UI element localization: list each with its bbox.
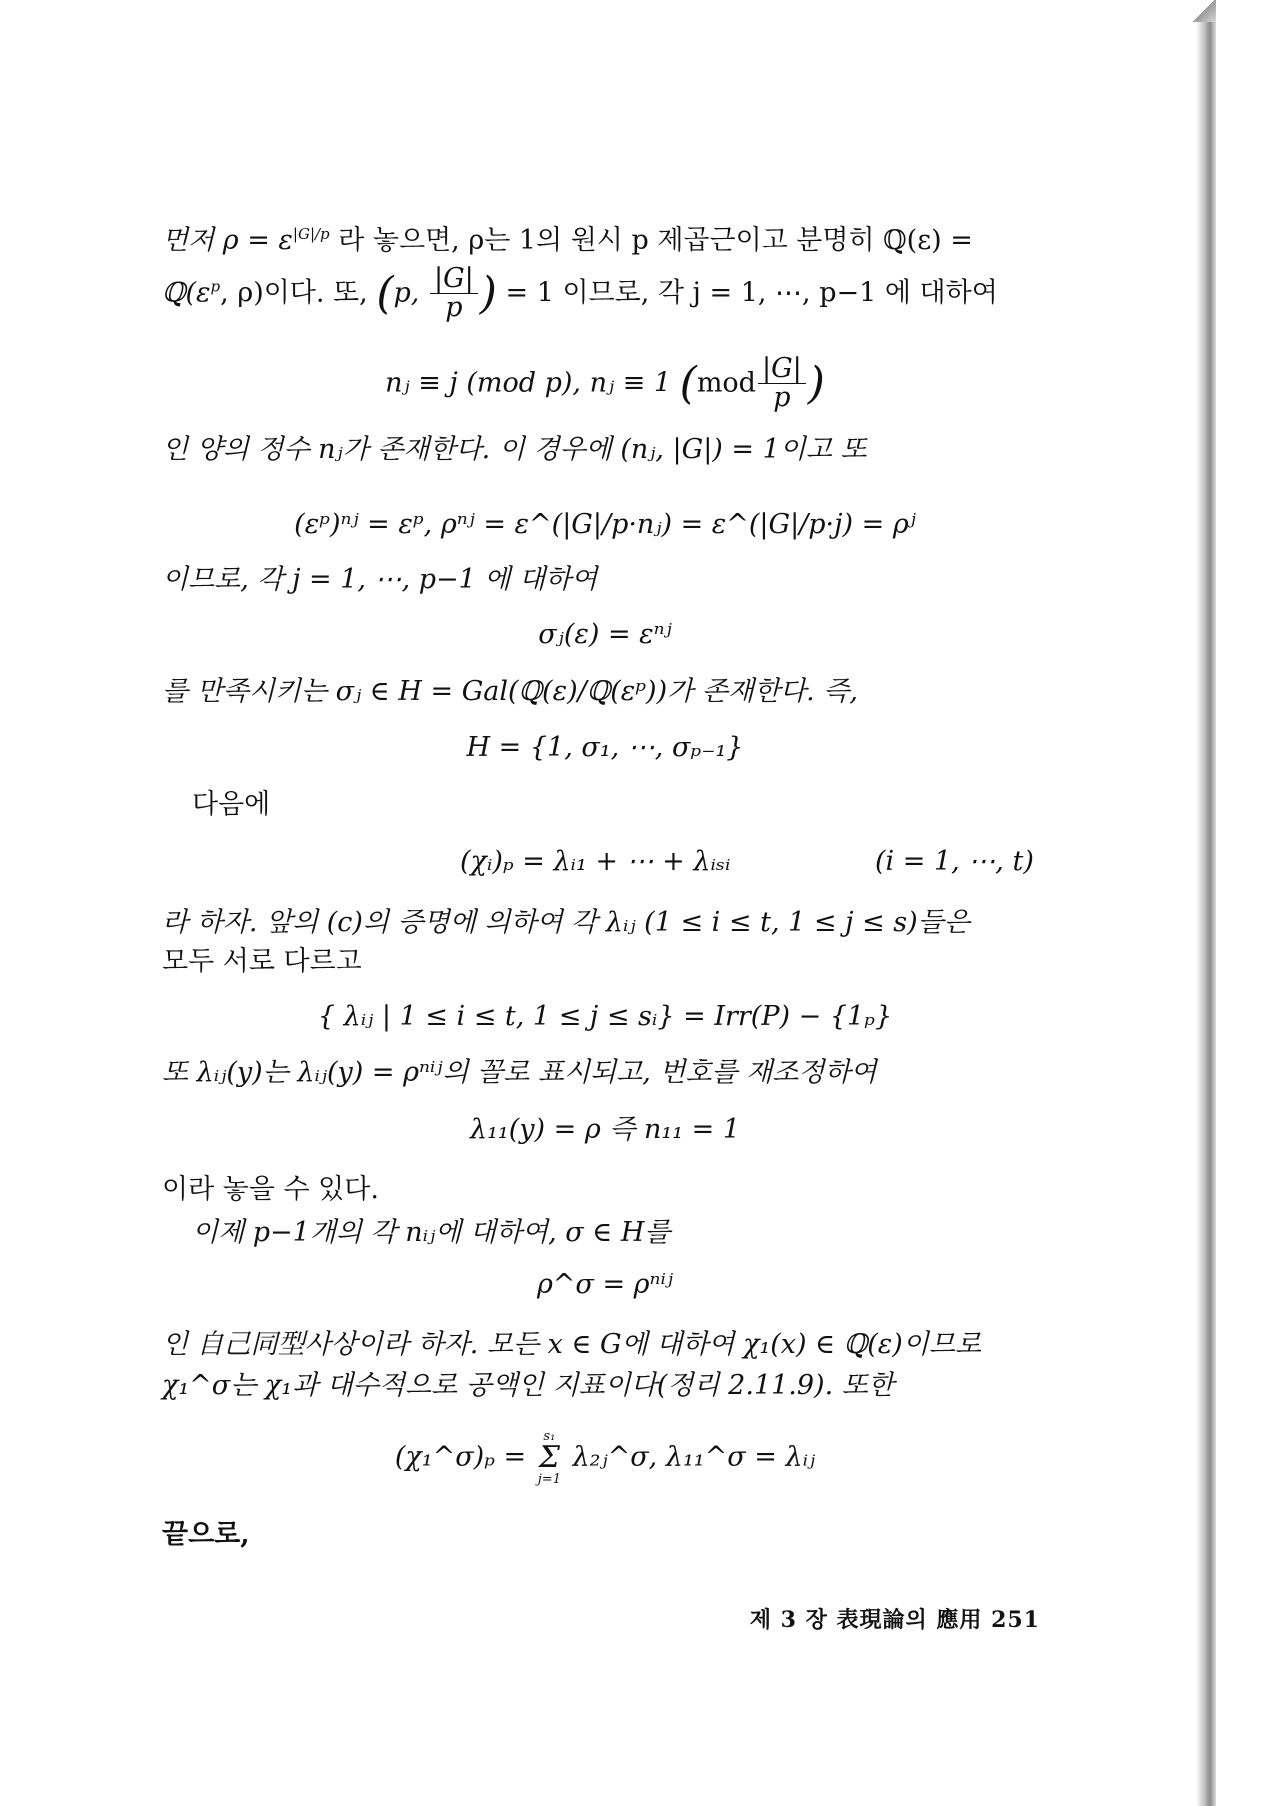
text-line-8: 모두 서로 다르고 <box>162 946 362 977</box>
equation-exponents: (εᵖ)ⁿʲ = εᵖ, ρⁿʲ = ε^(|G|/p·nⱼ) = ε^(|G|/p·j) = ρʲ <box>294 509 916 540</box>
text-line-14: 끝으로, <box>162 1519 250 1550</box>
text-line-7: 라 하자. 앞의 (c)의 증명에 의하여 각 λᵢⱼ (1 ≤ i ≤ t, 1 ≤ j ≤ s)들은 <box>162 907 970 938</box>
equation-congruence: nⱼ ≡ j (mod p), nⱼ ≡ 1 (mod $\frac{|G|}{p}$ ) <box>385 353 825 414</box>
text-line-13: χ₁^σ는 χ₁과 대수적으로 공액인 지표이다(정리 2.11.9). 또한 <box>162 1370 894 1401</box>
equation-irreducibles: { λᵢⱼ | 1 ≤ i ≤ t, 1 ≤ j ≤ sᵢ} = Irr(P) − {1ₚ} <box>317 1001 893 1032</box>
text-line-12: 인 自己同型사상이라 하자. 모든 x ∈ G에 대하여 χ₁(x) ∈ ℚ(ε)이므로 <box>162 1329 982 1360</box>
running-footer: 제 3 장 表現論의 應用 251 <box>749 1607 1040 1633</box>
text-line-11: 이제 p−1개의 각 nᵢⱼ에 대하여, σ ∈ H를 <box>192 1217 671 1248</box>
summation-symbol: s₁ Σ j=1 <box>537 1429 561 1487</box>
equation-restriction-range: (i = 1, ⋯, t) <box>875 846 1034 877</box>
text-line-10: 이라 놓을 수 있다. <box>162 1174 379 1205</box>
page-gutter <box>1216 0 1272 1806</box>
text-line-2: $ℚ(\varepsilon^p$, ρ)이다. 또, (p, $\frac{|G|}{p}$ ) = 1 이므로, 각 j = 1, ⋯, p−1 에 대하여 <box>162 263 998 324</box>
text-line-4: 이므로, 각 j = 1, ⋯, p−1 에 대하여 <box>162 564 598 595</box>
equation-automorphism: ρ^σ = ρⁿⁱʲ <box>536 1269 674 1300</box>
text-line-5: 를 만족시키는 σⱼ ∈ H = Gal(ℚ(ε)/ℚ(εᵖ))가 존재한다. 즉, <box>162 676 858 707</box>
text-line-3: 인 양의 정수 nⱼ가 존재한다. 이 경우에 (nⱼ, |G|) = 1이고 또 <box>162 434 867 465</box>
text-line-9: 또 λᵢⱼ(y)는 λᵢⱼ(y) = ρⁿⁱʲ의 꼴로 표시되고, 번호를 재조정하여 <box>162 1057 877 1088</box>
equation-sigma: σⱼ(ε) = εⁿʲ <box>538 619 672 650</box>
equation-conjugate-restriction: (χ₁^σ)ₚ = s₁ Σ j=1 λ₂ⱼ^σ, λ₁₁^σ = λᵢⱼ <box>394 1429 816 1487</box>
equation-normalize: λ₁₁(y) = ρ 즉 n₁₁ = 1 <box>470 1114 740 1145</box>
equation-galois-group: H = {1, σ₁, ⋯, σₚ₋₁} <box>466 732 744 763</box>
page-edge-shadow <box>1196 0 1216 1806</box>
equation-restriction: (χᵢ)ₚ = λᵢ₁ + ⋯ + λᵢₛᵢ <box>460 846 731 877</box>
page-curl-corner <box>1190 0 1216 22</box>
text-line-1: 먼저 $\rho = \varepsilon^{|G|/p}$ 라 놓으면, ρ는 1의 원시 p 제곱근이고 분명히 ℚ(ε) = <box>162 225 973 256</box>
text-line-6: 다음에 <box>192 789 271 820</box>
